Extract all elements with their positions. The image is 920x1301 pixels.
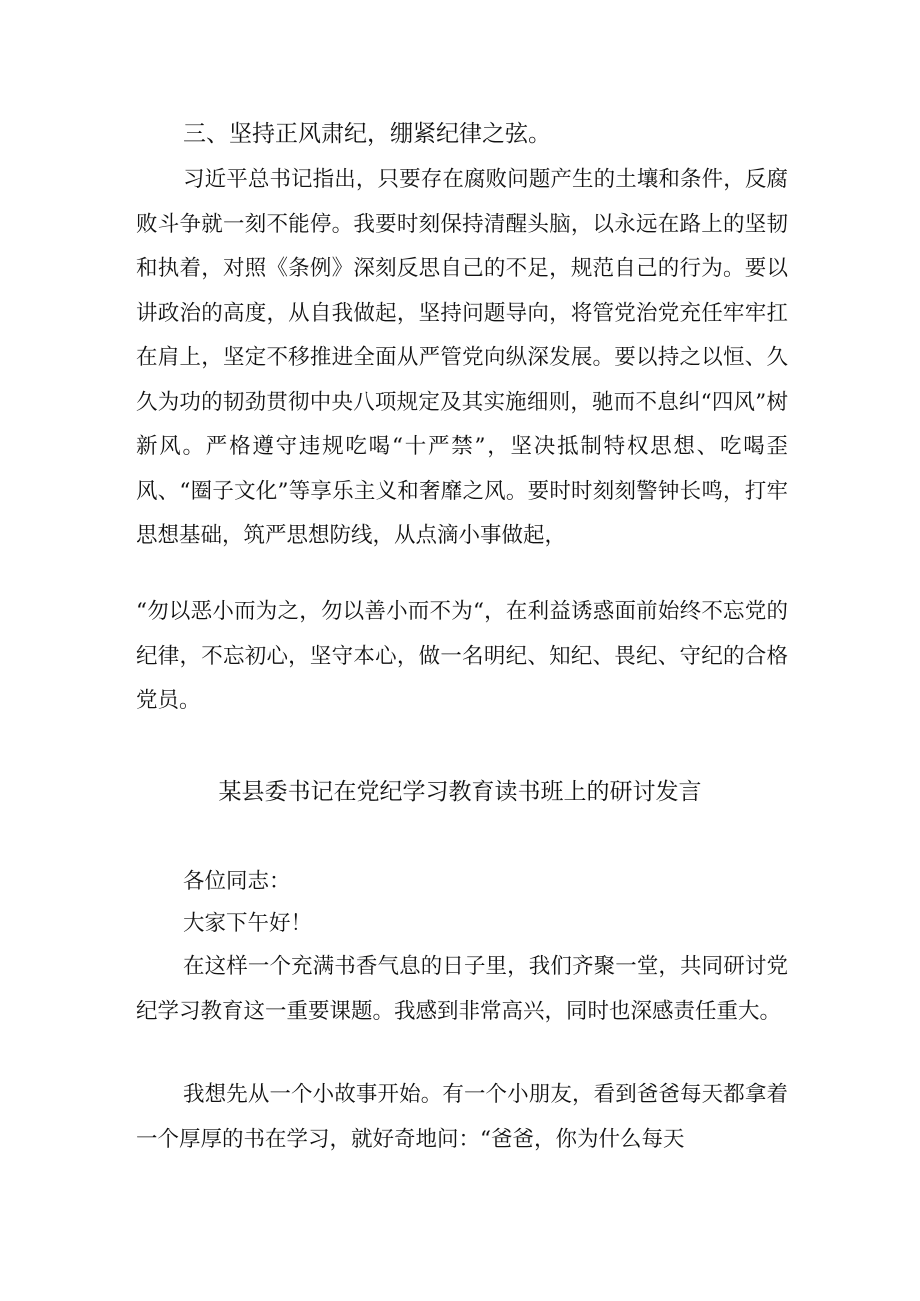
section-heading: 三、坚持正风肃纪，绷紧纪律之弦。 [183,121,551,147]
speech-paragraph-2: 我想先从一个小故事开始。有一个小朋友，看到爸爸每天都拿着一个厚厚的书在学习，就好奇地问：“爸爸，你为什么每天 [136,1082,788,1152]
speech-title: 某县委书记在党纪学习教育读书班上的研讨发言 [218,779,702,805]
speech-greeting: 大家下午好！ [183,911,313,936]
section-paragraph-2: “勿以恶小而为之，勿以善小而不为“，在利益诱惑面前始终不忘党的纪律，不忘初心，坚守本心，做一名明纪、知纪、畏纪、守纪的合格党员。 [136,599,788,713]
section-paragraph-1: 习近平总书记指出，只要存在腐败问题产生的土壤和条件，反腐败斗争就一刻不能停。我要时刻保持清醒头脑，以永远在路上的坚韧和执着，对照《条例》深刻反思自己的不足，规范自己的行为。要以讲政治的高度，从自我做起，坚持问题导向，将管党治党充任牢牢扛在肩上，坚定不移推进全面从严管党向纵深发展。要以持之以恒、久久为功的韧劲贯彻中央八项规定及其实施细则，驰而不息纠“四风”树新风。严格遵守违规吃喝“十严禁”，坚决抵制特权思想、吃喝歪风、“圈子文化”等享乐主义和奢靡之风。要时时刻刻警钟长鸣，打牢思想基础，筑严思想防线，从点滴小事做起， [136,167,788,548]
speech-salutation: 各位同志： [183,869,291,894]
speech-paragraph-1: 在这样一个充满书香气息的日子里，我们齐聚一堂，共同研讨党纪学习教育这一重要课题。我感到非常高兴，同时也深感责任重大。 [136,954,788,1024]
